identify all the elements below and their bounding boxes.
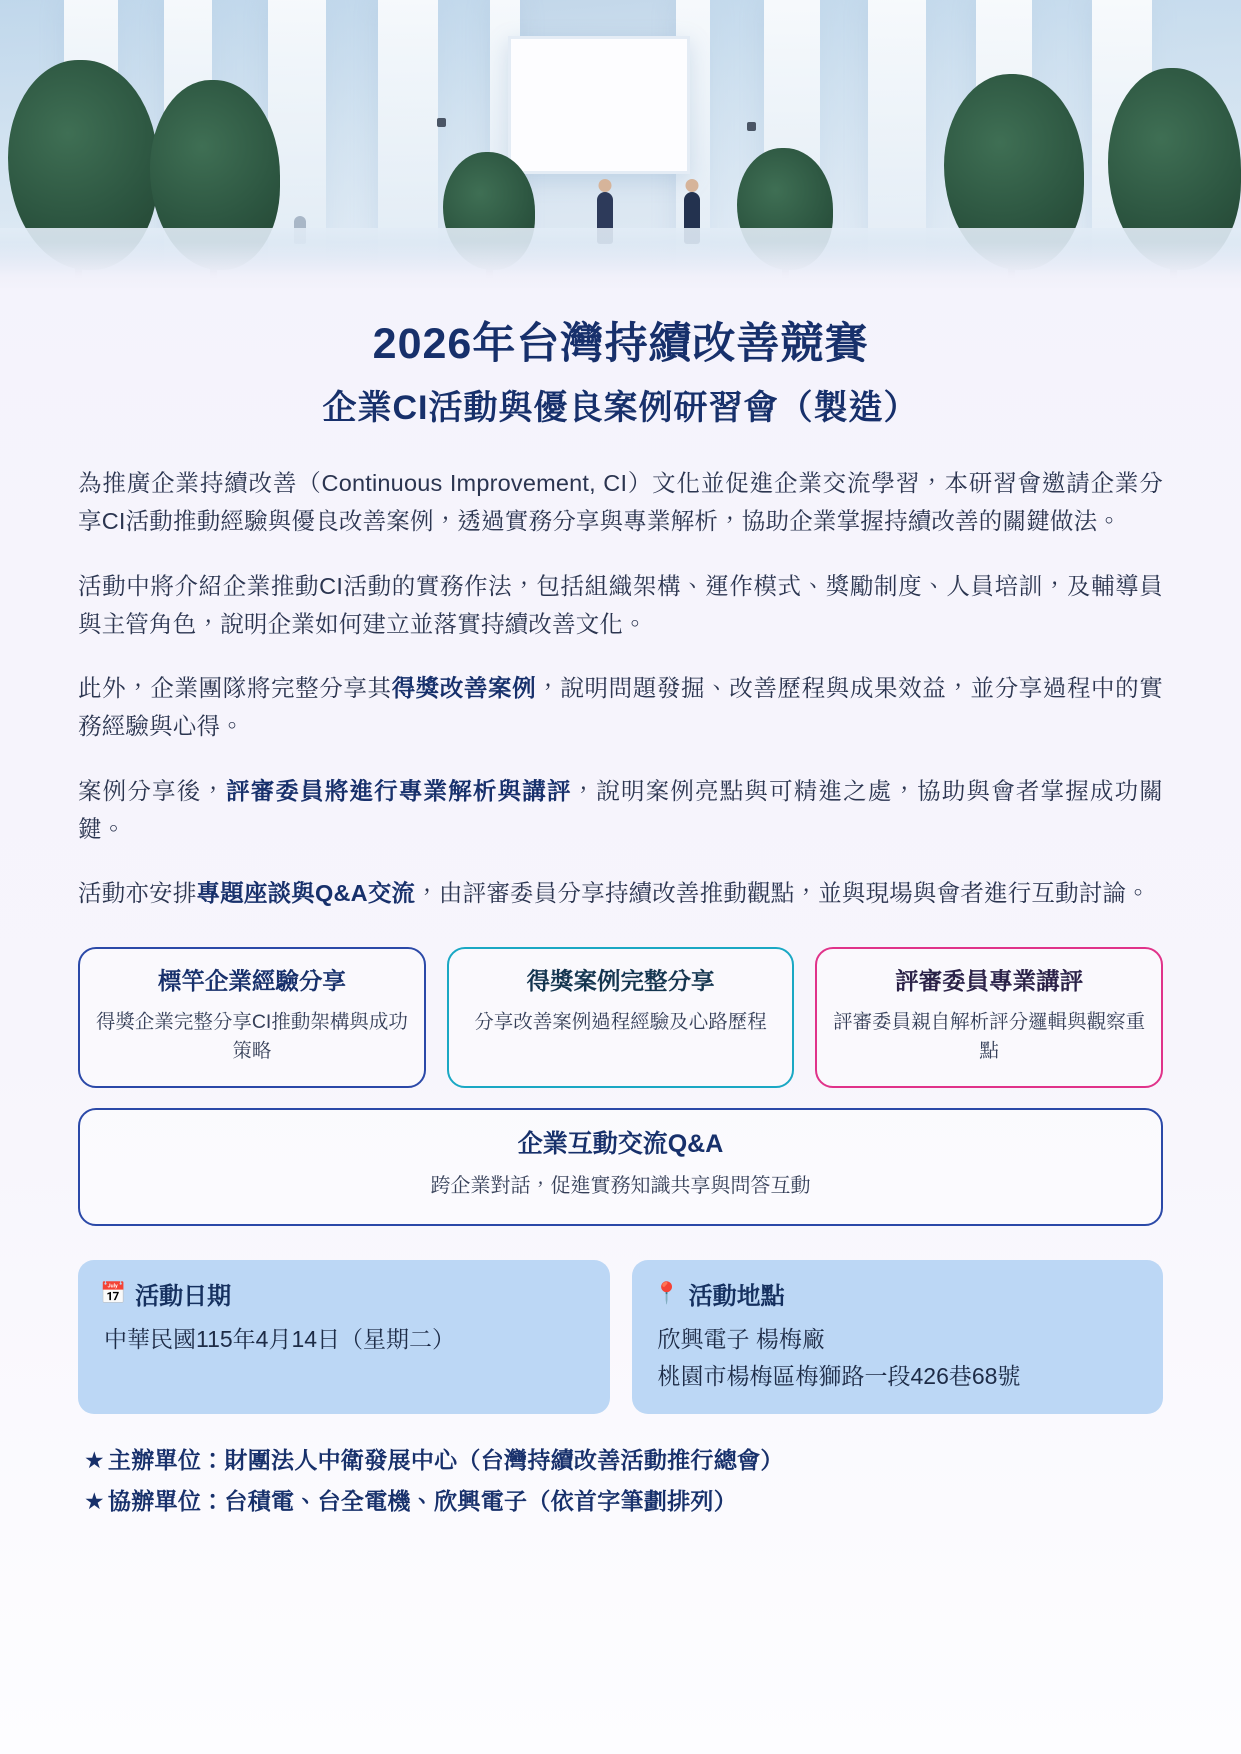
pillar-mark	[747, 122, 756, 131]
feature-card-award-case	[447, 947, 795, 1088]
feature-card-desc: 分享改善案例過程經驗及心路歷程	[474, 1011, 767, 1034]
info-row	[78, 1260, 1163, 1414]
page-subtitle: 企業CI活動與優良案例研習會（製造）	[322, 388, 919, 427]
event-place-box	[632, 1260, 1164, 1414]
event-place-label: 活動地點	[688, 1282, 785, 1310]
star-icon: ★	[84, 1488, 105, 1515]
title-block	[0, 318, 1241, 430]
calendar-icon: 📅	[100, 1281, 127, 1305]
feature-card-benchmark	[78, 947, 426, 1088]
body-text: 為推廣企業持續改善（Continuous Improvement, CI）文化並促進企業交流學習，本研習會邀請企業分享CI活動推動經驗與優良改善案例，透過實務分享與專業解析，協助企業掌握持續改善的關鍵做法。	[78, 469, 1163, 535]
body-text: 活動亦安排	[78, 880, 197, 907]
event-date-header	[100, 1276, 588, 1311]
feature-card-title: 標竿企業經驗分享	[157, 967, 346, 994]
presentation-screen	[508, 36, 690, 174]
person-head	[599, 179, 612, 192]
event-date-value: 中華民國115年4月14日（星期二）	[104, 1325, 456, 1352]
body-text: 此外，企業團隊將完整分享其	[78, 675, 392, 702]
event-date-box	[78, 1260, 610, 1414]
feature-card-desc: 得獎企業完整分享CI推動架構與成功策略	[95, 1011, 408, 1063]
event-place-header	[654, 1276, 1142, 1311]
event-date-label: 活動日期	[135, 1282, 232, 1310]
feature-card-row	[78, 947, 1163, 1088]
event-place-venue: 欣興電子 楊梅廠	[657, 1325, 825, 1352]
organizer-block	[78, 1440, 1163, 1523]
hero-fade	[0, 242, 1241, 288]
feature-card-qa	[78, 1108, 1163, 1226]
body-text: ，由評審委員分享持續改善推動觀點，並與現場與會者進行互動討論。	[415, 880, 1150, 907]
feature-card-title: 評審委員專業講評	[895, 967, 1084, 994]
body-text: ，說明問題發掘、改善歷程與成果效益，並分享過程中的實務經驗與心得。	[78, 675, 1163, 740]
organizer-line	[84, 1440, 1163, 1481]
hero-illustration	[0, 0, 1241, 288]
organizer-text: 主辦單位：財團法人中衛發展中心（台灣持續改善活動推行總會）	[107, 1446, 784, 1473]
coorganizer-line	[84, 1481, 1163, 1522]
coorganizer-text: 協辦單位：台積電、台全電機、欣興電子（依首字筆劃排列）	[107, 1488, 738, 1515]
event-place-address: 桃園市楊梅區梅獅路一段426巷68號	[657, 1363, 1021, 1390]
feature-card-title: 企業互動交流Q&A	[517, 1129, 724, 1158]
feature-card-desc: 跨企業對話，促進實務知識共享與問答互動	[430, 1175, 811, 1198]
body-text: 案例分享後，	[78, 777, 227, 804]
emphasis-text: 得獎改善案例	[391, 675, 537, 702]
star-icon: ★	[84, 1446, 105, 1473]
feature-card-desc: 評審委員親自解析評分邏輯與觀察重點	[833, 1011, 1146, 1063]
paragraph-3	[78, 669, 1163, 746]
body-text: 活動中將介紹企業推動CI活動的實務作法，包括組織架構、運作模式、獎勵制度、人員培訓，及輔導員與主管角色，說明企業如何建立並落實持續改善文化。	[78, 572, 1163, 637]
paragraph-4	[78, 772, 1163, 849]
emphasis-text: 評審委員將進行專業解析與講評	[226, 777, 572, 804]
location-pin-icon: 📍	[653, 1281, 680, 1305]
feature-card-judge-review	[815, 947, 1163, 1088]
body-text: ，說明案例亮點與可精進之處，協助與會者掌握成功關鍵。	[78, 777, 1163, 843]
person-head	[686, 179, 699, 192]
feature-card-title: 得獎案例完整分享	[526, 967, 715, 994]
paragraph-1	[78, 464, 1163, 541]
page-title: 2026年台灣持續改善競賽	[372, 320, 869, 368]
pillar-mark	[437, 118, 446, 127]
emphasis-text: 專題座談與Q&A交流	[196, 880, 416, 907]
paragraph-5	[78, 874, 1163, 912]
paragraph-2	[78, 567, 1163, 644]
content-area	[0, 464, 1241, 1523]
